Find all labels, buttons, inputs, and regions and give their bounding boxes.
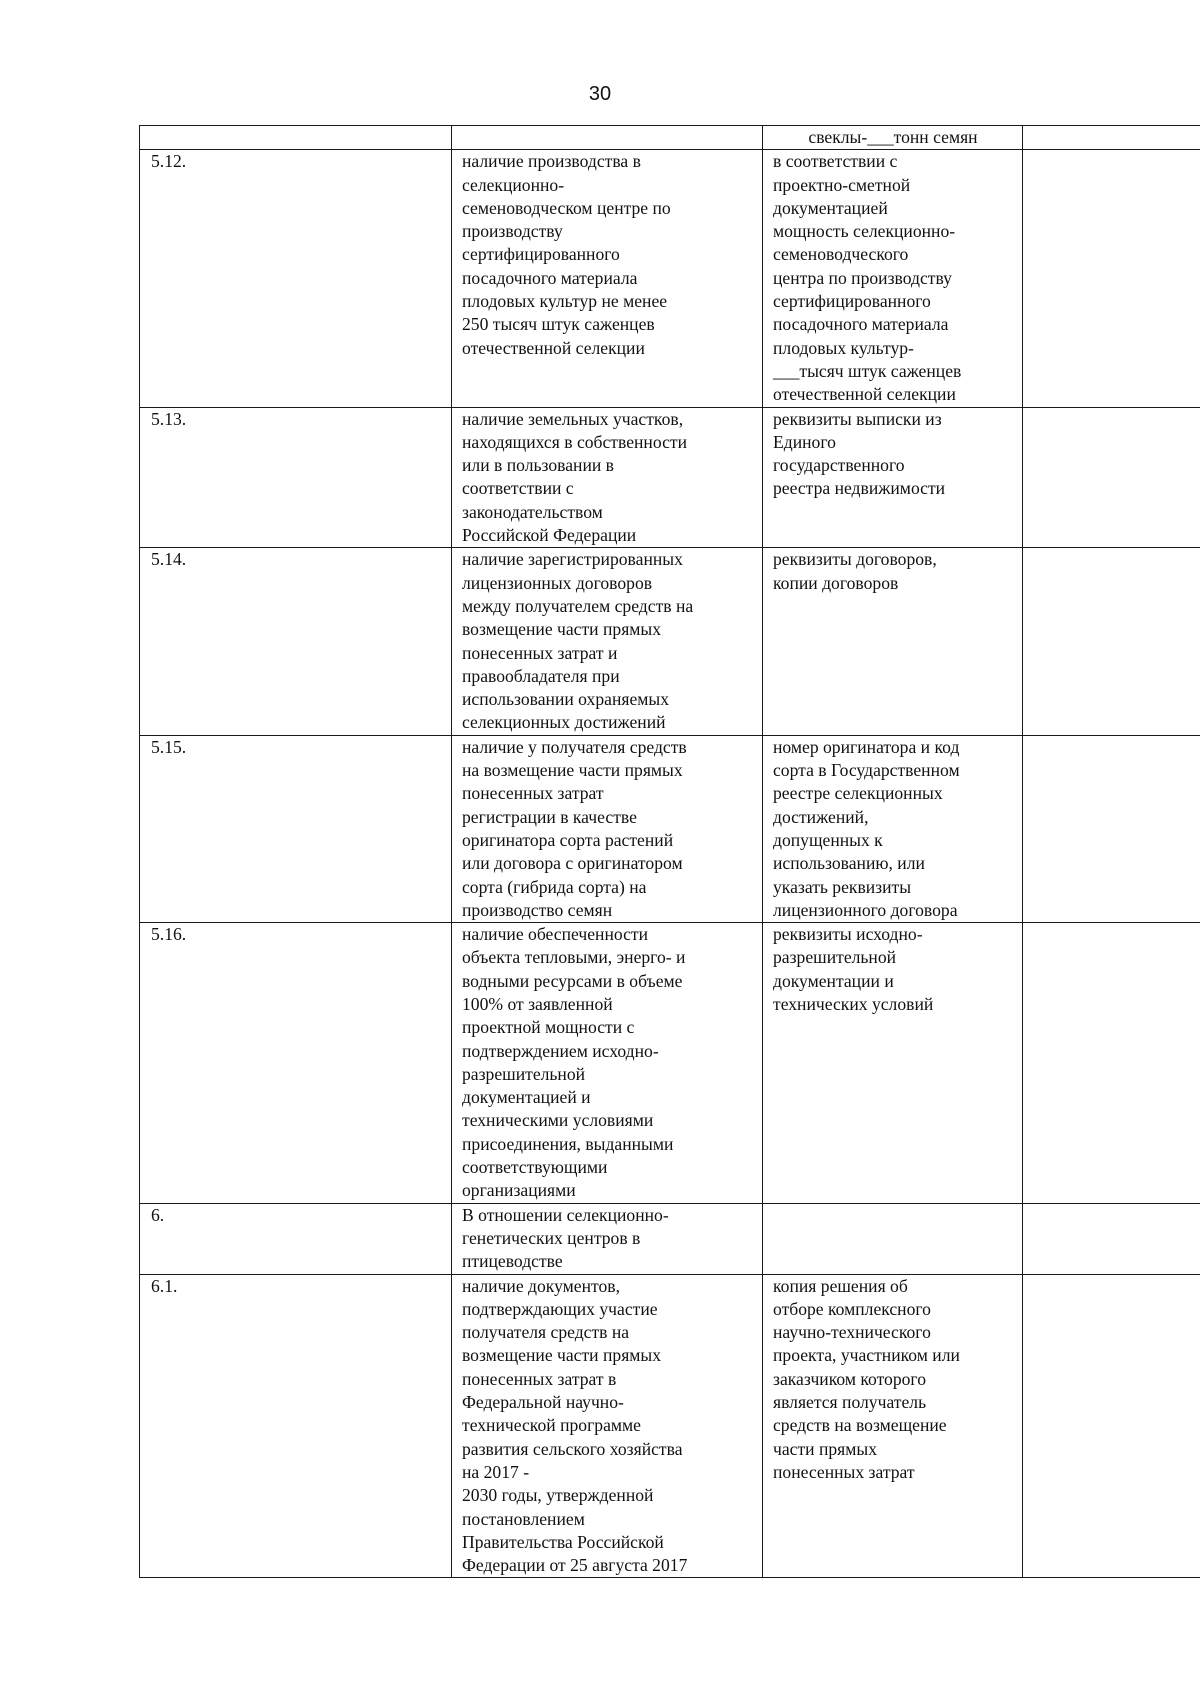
cell-note xyxy=(1023,923,1200,1204)
cell-number: 5.16. xyxy=(140,923,452,1204)
cell-note xyxy=(1023,407,1200,548)
table-row xyxy=(140,150,1200,407)
cell-document: реквизиты выписки из Единого государственного реестра недвижимости xyxy=(763,407,1023,548)
cell-requirement: наличие зарегистрированных лицензионных договоров между получателем средств на возмещение части прямых понесенных затрат и правообладателя при использовании охраняемых селекционных достижений xyxy=(452,548,763,735)
cell-requirement: наличие земельных участков, находящихся в собственности или в пользовании в соответствии с законодательством Российской Федерации xyxy=(452,407,763,548)
table-row xyxy=(140,407,1200,548)
cell-document xyxy=(763,1203,1023,1274)
cell-requirement: В отношении селекционно- генетических центров в птицеводстве xyxy=(452,1203,763,1274)
cell-requirement xyxy=(452,126,763,150)
cell-document: номер оригинатора и код сорта в Государственном реестре селекционных достижений, допущенных к использованию, или указать реквизиты лицензионного договора xyxy=(763,735,1023,922)
cell-requirement: наличие документов, подтверждающих участие получателя средств на возмещение части прямых понесенных затрат в Федеральной научно- технической программе развития сельского хозяйства на 2017 - 2030 годы, утвержденной постановлением Правительства Российской Федерации от 25 августа 2017 xyxy=(452,1274,763,1578)
cell-document: реквизиты договоров, копии договоров xyxy=(763,548,1023,735)
cell-requirement: наличие производства в селекционно- семеноводческом центре по производству сертифицированного посадочного материала плодовых культур не менее 250 тысяч штук саженцев отечественной селекции xyxy=(452,150,763,407)
table-row xyxy=(140,735,1200,922)
cell-number: 5.15. xyxy=(140,735,452,922)
cell-note xyxy=(1023,1203,1200,1274)
table-row xyxy=(140,548,1200,735)
table-row-continuation xyxy=(140,126,1200,150)
cell-number: 5.12. xyxy=(140,150,452,407)
cell-document: в соответствии с проектно-сметной документацией мощность селекционно- семеноводческого центра по производству сертифицированного посадочного материала плодовых культур- ___тысяч штук саженцев отечественной селекции xyxy=(763,150,1023,407)
cell-note xyxy=(1023,150,1200,407)
cell-number: 6.1. xyxy=(140,1274,452,1578)
cell-requirement: наличие у получателя средств на возмещение части прямых понесенных затрат регистрации в качестве оригинатора сорта растений или договора с оригинатором сорта (гибрида сорта) на производство семян xyxy=(452,735,763,922)
page-number: 30 xyxy=(588,83,612,105)
cell-number: 6. xyxy=(140,1203,452,1274)
cell-document: свеклы-___тонн семян xyxy=(763,126,1023,150)
table-row xyxy=(140,923,1200,1204)
cell-document: копия решения об отборе комплексного научно-технического проекта, участником или заказчиком которого является получатель средств на возмещение части прямых понесенных затрат xyxy=(763,1274,1023,1578)
cell-number xyxy=(140,126,452,150)
cell-note xyxy=(1023,735,1200,922)
cell-note xyxy=(1023,1274,1200,1578)
table-row xyxy=(140,1203,1200,1274)
cell-document: реквизиты исходно- разрешительной документации и технических условий xyxy=(763,923,1023,1204)
requirements-table xyxy=(139,125,1200,1578)
cell-number: 5.13. xyxy=(140,407,452,548)
table-row xyxy=(140,1274,1200,1578)
cell-number: 5.14. xyxy=(140,548,452,735)
cell-requirement: наличие обеспеченности объекта тепловыми, энерго- и водными ресурсами в объеме 100% от заявленной проектной мощности с подтверждением исходно- разрешительной документацией и техническими условиями присоединения, выданными соответствующими организациями xyxy=(452,923,763,1204)
cell-note xyxy=(1023,548,1200,735)
cell-note xyxy=(1023,126,1200,150)
